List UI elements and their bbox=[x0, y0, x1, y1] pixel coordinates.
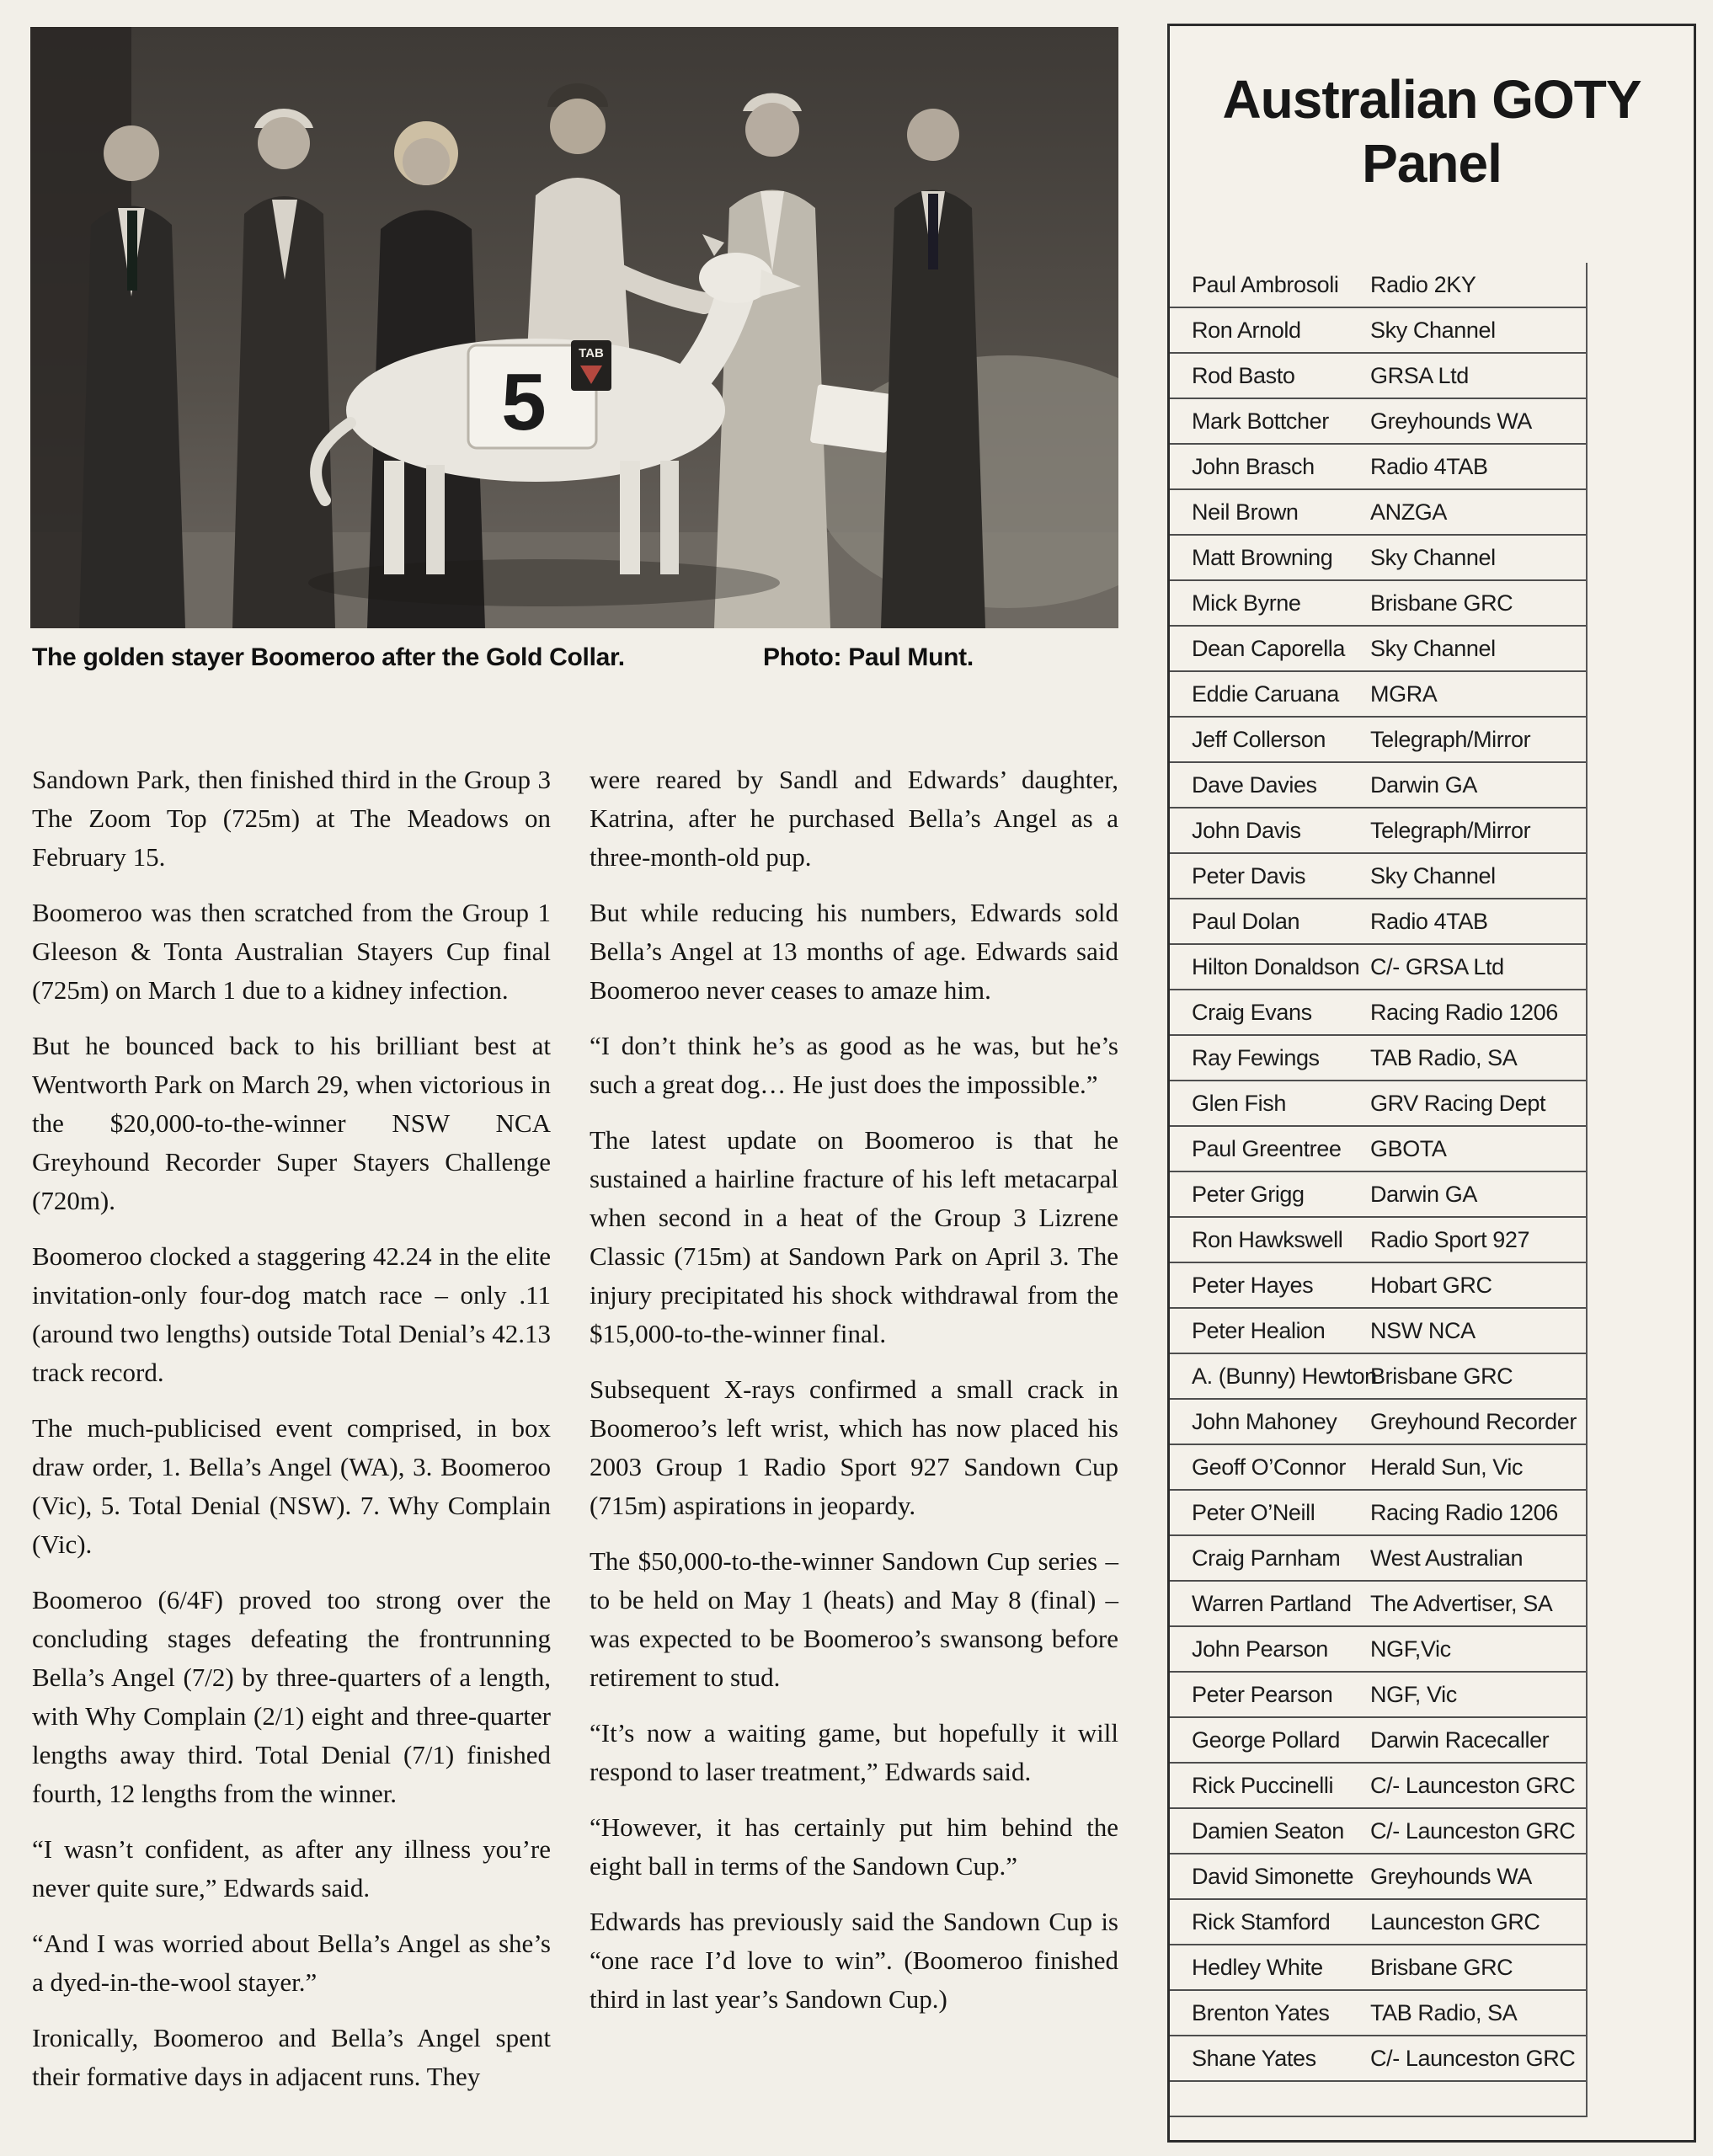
panel-member-name: David Simonette bbox=[1192, 1863, 1354, 1889]
panel-row bbox=[1170, 1127, 1586, 1172]
panel-member-org: Racing Radio 1206 bbox=[1370, 1499, 1558, 1525]
panel-member-name: Jeff Collerson bbox=[1192, 726, 1326, 752]
panel-row bbox=[1170, 399, 1586, 445]
panel-row bbox=[1170, 763, 1586, 808]
panel-member-name: Ron Arnold bbox=[1192, 317, 1301, 343]
panel-member-name: Mark Bottcher bbox=[1192, 408, 1329, 434]
panel-member-name: Glen Fish bbox=[1192, 1090, 1286, 1116]
panel-member-name: Hilton Donaldson bbox=[1192, 953, 1360, 979]
panel-member-name: Brenton Yates bbox=[1192, 1999, 1330, 2025]
article-paragraph: Ironically, Boomeroo and Bella’s Angel spent their formative days in adjacent runs. They bbox=[32, 2023, 551, 2091]
panel-member-org: Radio Sport 927 bbox=[1370, 1226, 1530, 1252]
panel-row bbox=[1170, 899, 1586, 945]
panel-row bbox=[1170, 1900, 1586, 1945]
panel-member-org: C/- Launceston GRC bbox=[1370, 2045, 1576, 2071]
panel-member-name: Hedley White bbox=[1192, 1954, 1323, 1980]
panel-member-name: Ron Hawkswell bbox=[1192, 1226, 1343, 1252]
panel-member-name: Peter Grigg bbox=[1192, 1181, 1305, 1207]
panel-member-org: GRSA Ltd bbox=[1370, 362, 1469, 388]
panel-row bbox=[1170, 1400, 1586, 1445]
panel-member-name: John Davis bbox=[1192, 817, 1301, 843]
panel-member-org: Brisbane GRC bbox=[1370, 590, 1513, 616]
panel-row bbox=[1170, 1491, 1586, 1536]
photo-caption-row bbox=[32, 643, 1118, 677]
panel-member-org: NGF,Vic bbox=[1370, 1636, 1451, 1662]
panel-member-name: Rick Puccinelli bbox=[1192, 1772, 1334, 1798]
panel-row bbox=[1170, 1627, 1586, 1673]
article-paragraph: Edwards has previously said the Sandown Cup is “one race I’d love to win”. (Boomeroo finished third in last year’s Sandown Cup.) bbox=[590, 1907, 1118, 2014]
panel-member-name: John Pearson bbox=[1192, 1636, 1328, 1662]
article-paragraph: But while reducing his numbers, Edwards sold Bella’s Angel at 13 months of age. Edwards said Boomeroo never ceases to amaze him. bbox=[590, 898, 1118, 1005]
panel-member-org: Hobart GRC bbox=[1370, 1272, 1492, 1298]
photo-illustration bbox=[30, 27, 1118, 628]
panel-member-org: Brisbane GRC bbox=[1370, 1363, 1513, 1389]
panel-member-name: Eddie Caruana bbox=[1192, 680, 1339, 707]
article-paragraph: “I wasn’t confident, as after any illness you’re never quite sure,” Edwards said. bbox=[32, 1834, 551, 1903]
panel-row bbox=[1170, 536, 1586, 581]
article-paragraph: Boomeroo (6/4F) proved too strong over the concluding stages defeating the frontrunning Bella’s Angel (7/2) by three-quarters of a length, with Why Complain (2/1) eight and three-quarter lengths away third. Total Denial (7/1) finished fourth, 12 lengths from the winner. bbox=[32, 1585, 551, 1808]
article-paragraph: “And I was worried about Bella’s Angel as she’s a dyed-in-the-wool stayer.” bbox=[32, 1929, 551, 1997]
panel-member-name: Peter Healion bbox=[1192, 1317, 1326, 1343]
panel-member-name: John Mahoney bbox=[1192, 1408, 1337, 1434]
panel-row bbox=[1170, 1536, 1586, 1582]
panel-row bbox=[1170, 581, 1586, 627]
panel-member-org: NSW NCA bbox=[1370, 1317, 1476, 1343]
panel-member-org: Sky Channel bbox=[1370, 635, 1496, 661]
panel-row bbox=[1170, 1263, 1586, 1309]
panel-member-table bbox=[1170, 263, 1588, 2082]
panel-member-org: Radio 4TAB bbox=[1370, 908, 1488, 934]
panel-row bbox=[1170, 354, 1586, 399]
article-paragraph: “However, it has certainly put him behind the eight ball in terms of the Sandown Cup.” bbox=[590, 1812, 1118, 1881]
article-paragraph: The much-publicised event comprised, in box draw order, 1. Bella’s Angel (WA), 3. Boomeroo (Vic), 5. Total Denial (NSW). 7. Why Complain (Vic). bbox=[32, 1413, 551, 1559]
panel-member-name: Warren Partland bbox=[1192, 1590, 1352, 1616]
panel-member-org: Greyhounds WA bbox=[1370, 1863, 1532, 1889]
article-paragraph: “I don’t think he’s as good as he was, but he’s such a great dog… He just does the impossible.” bbox=[590, 1031, 1118, 1099]
panel-row bbox=[1170, 1218, 1586, 1263]
panel-row bbox=[1170, 808, 1586, 854]
article-paragraph: Subsequent X-rays confirmed a small crack in Boomeroo’s left wrist, which has now placed his 2003 Group 1 Radio Sport 927 Sandown Cup (715m) aspirations in jeopardy. bbox=[590, 1374, 1118, 1520]
panel-empty-row bbox=[1170, 2082, 1586, 2117]
goty-panel bbox=[1167, 24, 1696, 2143]
panel-member-org: ANZGA bbox=[1370, 499, 1448, 525]
panel-row bbox=[1170, 1809, 1586, 1854]
panel-row bbox=[1170, 1764, 1586, 1809]
panel-member-org: Sky Channel bbox=[1370, 317, 1496, 343]
panel-member-name: Peter O’Neill bbox=[1192, 1499, 1315, 1525]
panel-row bbox=[1170, 718, 1586, 763]
panel-member-org: Darwin Racecaller bbox=[1370, 1726, 1550, 1753]
panel-row bbox=[1170, 945, 1586, 990]
panel-member-org: Darwin GA bbox=[1370, 771, 1477, 798]
article-paragraph: The latest update on Boomeroo is that he sustained a hairline fracture of his left metacarpal when second in a heat of the Group 3 Lizrene Classic (715m) at Sandown Park on April 3. The injury precipitated his shock withdrawal from the $15,000-to-the-winner final. bbox=[590, 1125, 1118, 1348]
panel-member-name: Paul Greentree bbox=[1192, 1135, 1342, 1161]
panel-member-name: Neil Brown bbox=[1192, 499, 1299, 525]
panel-member-name: Peter Pearson bbox=[1192, 1681, 1333, 1707]
panel-row bbox=[1170, 1081, 1586, 1127]
panel-row bbox=[1170, 627, 1586, 672]
panel-member-org: NGF, Vic bbox=[1370, 1681, 1457, 1707]
article-paragraph: “It’s now a waiting game, but hopefully it will respond to laser treatment,” Edwards said. bbox=[590, 1718, 1118, 1786]
article-paragraph: The $50,000-to-the-winner Sandown Cup series – to be held on May 1 (heats) and May 8 (final) – was expected to be Boomeroo’s swansong before retirement to stud. bbox=[590, 1546, 1118, 1692]
panel-row bbox=[1170, 1582, 1586, 1627]
panel-member-org: West Australian bbox=[1370, 1545, 1524, 1571]
panel-row bbox=[1170, 854, 1586, 899]
panel-member-name: Craig Evans bbox=[1192, 999, 1312, 1025]
panel-member-org: Telegraph/Mirror bbox=[1370, 817, 1531, 843]
panel-row bbox=[1170, 1309, 1586, 1354]
panel-member-name: Craig Parnham bbox=[1192, 1545, 1341, 1571]
panel-member-name: Paul Ambrosoli bbox=[1192, 271, 1339, 297]
panel-row bbox=[1170, 1445, 1586, 1491]
panel-member-name: Rick Stamford bbox=[1192, 1908, 1331, 1935]
panel-member-name: Mick Byrne bbox=[1192, 590, 1301, 616]
panel-member-org: TAB Radio, SA bbox=[1370, 1999, 1518, 2025]
article-column-right bbox=[590, 760, 1118, 2036]
article-column-left bbox=[32, 760, 551, 2113]
panel-member-org: C/- Launceston GRC bbox=[1370, 1772, 1576, 1798]
panel-member-org: MGRA bbox=[1370, 680, 1438, 707]
panel-member-org: Racing Radio 1206 bbox=[1370, 999, 1558, 1025]
panel-member-name: George Pollard bbox=[1192, 1726, 1341, 1753]
panel-member-org: Brisbane GRC bbox=[1370, 1954, 1513, 1980]
panel-member-name: Ray Fewings bbox=[1192, 1044, 1320, 1070]
article-paragraph: Boomeroo was then scratched from the Group 1 Gleeson & Tonta Australian Stayers Cup final (725m) on March 1 due to a kidney infection. bbox=[32, 898, 551, 1005]
panel-row bbox=[1170, 445, 1586, 490]
panel-member-org: Radio 2KY bbox=[1370, 271, 1476, 297]
panel-member-org: C/- GRSA Ltd bbox=[1370, 953, 1504, 979]
panel-member-org: Sky Channel bbox=[1370, 544, 1496, 570]
panel-member-org: The Advertiser, SA bbox=[1370, 1590, 1553, 1616]
photo bbox=[30, 27, 1118, 628]
panel-member-org: Radio 4TAB bbox=[1370, 453, 1488, 479]
panel-member-name: Shane Yates bbox=[1192, 2045, 1316, 2071]
panel-member-name: Geoff O’Connor bbox=[1192, 1454, 1347, 1480]
panel-row bbox=[1170, 308, 1586, 354]
panel-member-org: Darwin GA bbox=[1370, 1181, 1477, 1207]
panel-member-name: Dean Caporella bbox=[1192, 635, 1346, 661]
panel-member-name: Damien Seaton bbox=[1192, 1817, 1344, 1844]
panel-member-org: TAB Radio, SA bbox=[1370, 1044, 1518, 1070]
panel-member-org: Sky Channel bbox=[1370, 862, 1496, 889]
panel-member-org: Telegraph/Mirror bbox=[1370, 726, 1531, 752]
panel-member-name: Matt Browning bbox=[1192, 544, 1333, 570]
panel-member-name: Peter Davis bbox=[1192, 862, 1306, 889]
panel-row bbox=[1170, 1718, 1586, 1764]
panel-row bbox=[1170, 1172, 1586, 1218]
panel-row bbox=[1170, 672, 1586, 718]
panel-row bbox=[1170, 490, 1586, 536]
article-paragraph: were reared by Sandl and Edwards’ daughter, Katrina, after he purchased Bella’s Angel as a three-month-old pup. bbox=[590, 765, 1118, 872]
panel-row bbox=[1170, 1354, 1586, 1400]
panel-member-org: Launceston GRC bbox=[1370, 1908, 1540, 1935]
panel-member-org: GBOTA bbox=[1370, 1135, 1447, 1161]
panel-row bbox=[1170, 1036, 1586, 1081]
panel-row bbox=[1170, 1854, 1586, 1900]
panel-member-org: Greyhounds WA bbox=[1370, 408, 1532, 434]
article-paragraph: Sandown Park, then finished third in the Group 3 The Zoom Top (725m) at The Meadows on February 15. bbox=[32, 765, 551, 872]
panel-row bbox=[1170, 263, 1586, 308]
panel-row bbox=[1170, 1991, 1586, 2036]
panel-member-name: Paul Dolan bbox=[1192, 908, 1300, 934]
panel-member-name: Peter Hayes bbox=[1192, 1272, 1314, 1298]
article-paragraph: But he bounced back to his brilliant best at Wentworth Park on March 29, when victorious in the $20,000-to-the-winner NSW NCA Greyhound Recorder Super Stayers Challenge (720m). bbox=[32, 1031, 551, 1215]
panel-row bbox=[1170, 2036, 1586, 2082]
panel-row bbox=[1170, 1945, 1586, 1991]
panel-row bbox=[1170, 990, 1586, 1036]
panel-member-name: Dave Davies bbox=[1192, 771, 1317, 798]
panel-member-org: C/- Launceston GRC bbox=[1370, 1817, 1576, 1844]
panel-title: Australian GOTY Panel bbox=[1222, 69, 1641, 194]
dog-rug-number: 5 bbox=[501, 357, 547, 447]
photo-caption: The golden stayer Boomeroo after the Gold Collar. bbox=[32, 643, 625, 671]
panel-member-name: A. (Bunny) Hewton bbox=[1192, 1363, 1377, 1389]
article-paragraph: Boomeroo clocked a staggering 42.24 in the elite invitation-only four-dog match race – only .11 (around two lengths) outside Total Denial’s 42.13 track record. bbox=[32, 1241, 551, 1387]
panel-member-org: Greyhound Recorder bbox=[1370, 1408, 1577, 1434]
tab-logo: TAB bbox=[579, 346, 604, 360]
photo-credit: Photo: Paul Munt. bbox=[763, 643, 974, 671]
panel-member-org: GRV Racing Dept bbox=[1370, 1090, 1546, 1116]
panel-row bbox=[1170, 1673, 1586, 1718]
panel-member-name: Rod Basto bbox=[1192, 362, 1295, 388]
panel-member-name: John Brasch bbox=[1192, 453, 1315, 479]
panel-member-org: Herald Sun, Vic bbox=[1370, 1454, 1524, 1480]
